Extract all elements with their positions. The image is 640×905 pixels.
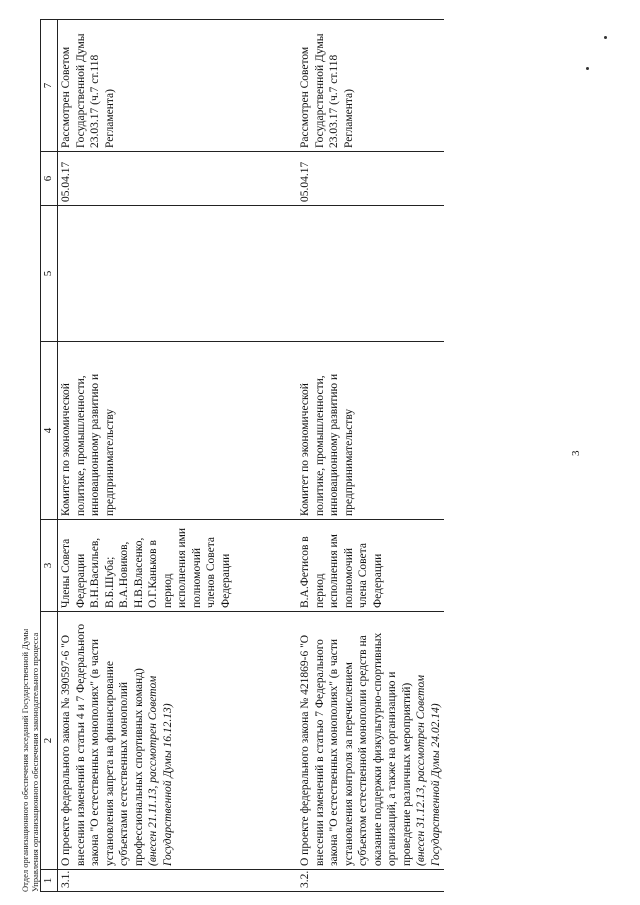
column-header: 2 xyxy=(41,612,58,870)
footer xyxy=(20,629,40,892)
bill-description xyxy=(288,612,444,870)
column-5-cell xyxy=(58,206,289,342)
footer-line-2: Управления организационного обеспечения законодательного процесса xyxy=(30,632,40,892)
scan-speck xyxy=(604,36,607,39)
status-cell: Рассмотрен Советом Государственной Думы 23.03.17 (ч.7 ст.118 Регламента) xyxy=(58,20,289,152)
rotated-document-page xyxy=(20,12,600,892)
column-header: 7 xyxy=(41,20,58,152)
row-number: 3.2. xyxy=(288,870,444,892)
responsible-committee: Комитет по экономической политике, промышленности, инновационному развитию и предпринимательству xyxy=(58,342,289,520)
date-cell: 05.04.17 xyxy=(288,152,444,206)
bill-title: О проекте федерального закона № 421869-6 "О внесении изменений в статью 7 Федерального закона "О естественных монополиях" (в части установления контроля за перечислением субъектом естественной монополии средств на оказание поддержки физкультурно-спортивных организаций, а также на организацию и проведение различных мероприятий) xyxy=(299,632,413,866)
scan-speck xyxy=(586,67,589,70)
bill-note: (внесен 21.11.13, рассмотрен Советом Государственной Думы 16.12.13) xyxy=(147,675,174,866)
bill-authors: Члены Совета Федерации В.Н.Васильев, В.Б.Шуба; В.А.Новиков, Н.В.Власенко, О.Г.Каньков в период исполнения ими полномочий членов Совета Федерации xyxy=(58,520,289,612)
agenda-table xyxy=(40,19,444,892)
column-header: 1 xyxy=(41,870,58,892)
status-cell: Рассмотрен Советом Государственной Думы 23.03.17 (ч.7 ст.118 Регламента) xyxy=(288,20,444,152)
row-number: 3.1. xyxy=(58,870,289,892)
date-cell: 05.04.17 xyxy=(58,152,289,206)
column-5-cell xyxy=(288,206,444,342)
column-header: 3 xyxy=(41,520,58,612)
bill-description xyxy=(58,612,289,870)
table-row xyxy=(58,20,289,892)
bill-title: О проекте федерального закона № 390597-6 "О внесении изменений в статьи 4 и 7 Федерального закона "О естественных монополиях" (в части установления запрета на финансирование субъектами естественных монополий профессиональных спортивных команд) xyxy=(60,623,145,866)
footer-line-1: Отдел организационного обеспечения заседаний Государственной Думы xyxy=(20,628,30,892)
column-header: 4 xyxy=(41,342,58,520)
column-header: 6 xyxy=(41,152,58,206)
bill-authors: В.А.Фетисов в период исполнения им полномочий члена Совета Федерации xyxy=(288,520,444,612)
table-header-row xyxy=(41,20,58,892)
responsible-committee: Комитет по экономической политике, промышленности, инновационному развитию и предпринимательству xyxy=(288,342,444,520)
bill-note: (внесен 31.12.13, рассмотрен Советом Государственной Думы 24.02.14) xyxy=(415,674,442,866)
table-row xyxy=(288,20,444,892)
column-header: 5 xyxy=(41,206,58,342)
page-number: 3 xyxy=(570,450,582,456)
